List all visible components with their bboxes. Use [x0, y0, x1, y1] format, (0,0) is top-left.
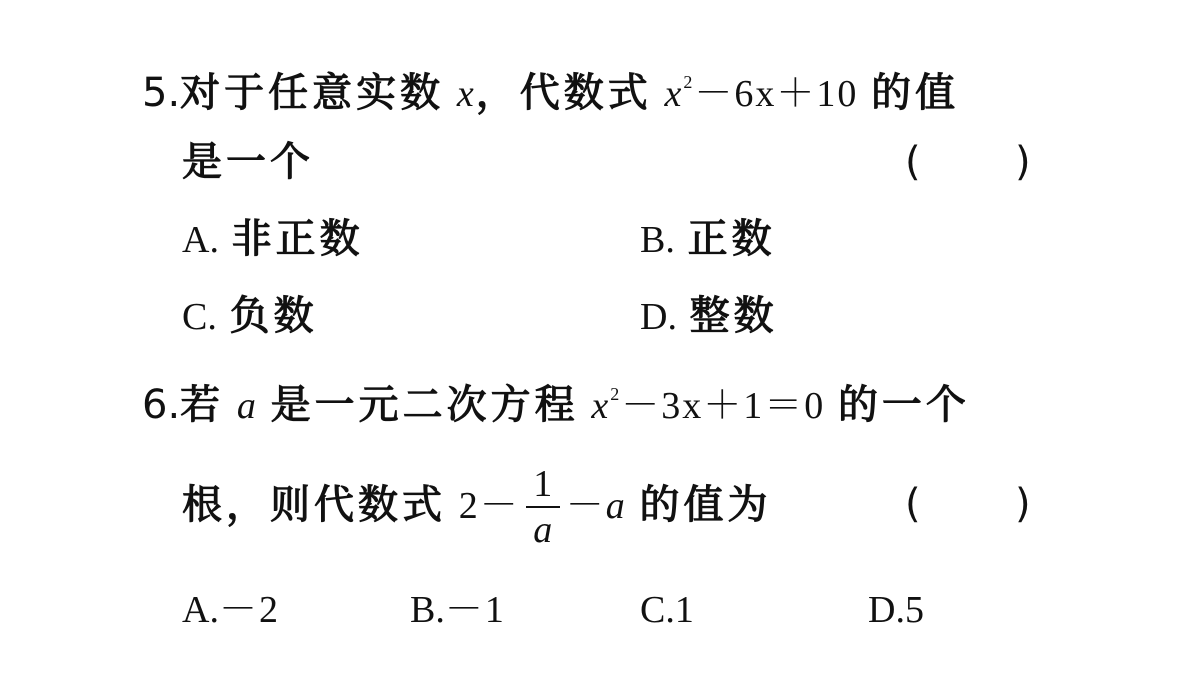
q5-option-a-text: 非正数	[231, 216, 364, 262]
q5-paren-open: (	[905, 139, 921, 185]
q5-text-after: 的值	[871, 70, 960, 116]
q5-answer-bracket-close	[1015, 138, 1031, 186]
q6-stem-line2	[182, 455, 771, 556]
q6-paren-open: (	[905, 481, 921, 527]
q5-stem-line2	[182, 138, 314, 186]
q5-paren-close: )	[1015, 139, 1031, 185]
q6-line2-after: 的值为	[639, 482, 772, 528]
q6-option-b[interactable]	[410, 585, 506, 634]
q5-text-mid: 代数式	[519, 70, 652, 116]
q5-option-b-text: 正数	[687, 216, 776, 262]
q6-expr2-tail-var: a	[605, 485, 627, 527]
q5-option-a-letter: A.	[182, 219, 219, 261]
q5-comma: ，	[475, 70, 520, 116]
q6-option-b-text: －1	[444, 589, 506, 631]
q6-expression	[591, 385, 825, 427]
q6-text-mid: 是一元二次方程	[270, 382, 579, 428]
q5-option-c[interactable]	[182, 292, 318, 341]
q5-stem-line1	[142, 58, 959, 118]
q6-text-before: 若	[180, 382, 225, 428]
q5-expression	[664, 73, 858, 115]
q6-fraction	[526, 464, 560, 550]
q6-option-b-letter: B.	[410, 589, 445, 631]
q5-text-before: 对于任意实数	[180, 70, 445, 116]
q6-option-d[interactable]	[868, 585, 926, 634]
q5-answer-bracket[interactable]	[905, 138, 921, 186]
q6-option-a-letter: A.	[182, 589, 219, 631]
q6-option-d-letter: D.	[868, 589, 905, 631]
q5-expr-base: x	[664, 73, 684, 115]
q6-text-after: 的一个	[837, 382, 970, 428]
q6-paren-close: )	[1015, 481, 1031, 527]
q6-line2-before: 根，则代数式	[182, 482, 446, 528]
q5-line2: 是一个	[182, 139, 314, 185]
q5-option-c-text: 负数	[229, 293, 318, 339]
q6-answer-bracket-close	[1015, 480, 1031, 528]
q5-option-c-letter: C.	[182, 296, 217, 338]
q6-stem-line1	[142, 370, 970, 430]
q6-expr-exponent: 2	[610, 384, 622, 404]
q5-option-d[interactable]	[640, 292, 778, 341]
q6-expr2-lead: 2－	[458, 485, 520, 527]
q5-number: 5.	[142, 70, 181, 116]
q5-expr-rest: －6x＋10	[694, 73, 859, 115]
q6-number: 6.	[142, 382, 181, 428]
q6-frac-denominator: a	[533, 509, 553, 551]
q6-frac-bar	[526, 506, 560, 508]
q6-frac-numerator: 1	[533, 463, 553, 505]
q5-var-x: x	[456, 73, 476, 115]
q5-option-d-text: 整数	[689, 293, 778, 339]
q6-option-d-text: 5	[904, 589, 926, 631]
q6-expr-base: x	[591, 385, 611, 427]
q6-answer-bracket[interactable]	[905, 480, 921, 528]
q6-var-a: a	[236, 385, 258, 427]
q5-expr-exponent: 2	[683, 72, 695, 92]
q5-option-b[interactable]	[640, 215, 776, 264]
q5-option-d-letter: D.	[640, 296, 677, 338]
q6-option-c[interactable]	[640, 585, 696, 634]
q6-expr2-tail-op: －	[565, 485, 606, 527]
q6-option-c-letter: C.	[640, 589, 675, 631]
q6-expr-rest: －3x＋1＝0	[621, 385, 826, 427]
q5-option-b-letter: B.	[640, 219, 675, 261]
q6-option-a[interactable]	[182, 585, 280, 634]
q6-option-c-text: 1	[674, 589, 696, 631]
q6-option-a-text: －2	[218, 589, 280, 631]
q5-option-a[interactable]	[182, 215, 364, 264]
